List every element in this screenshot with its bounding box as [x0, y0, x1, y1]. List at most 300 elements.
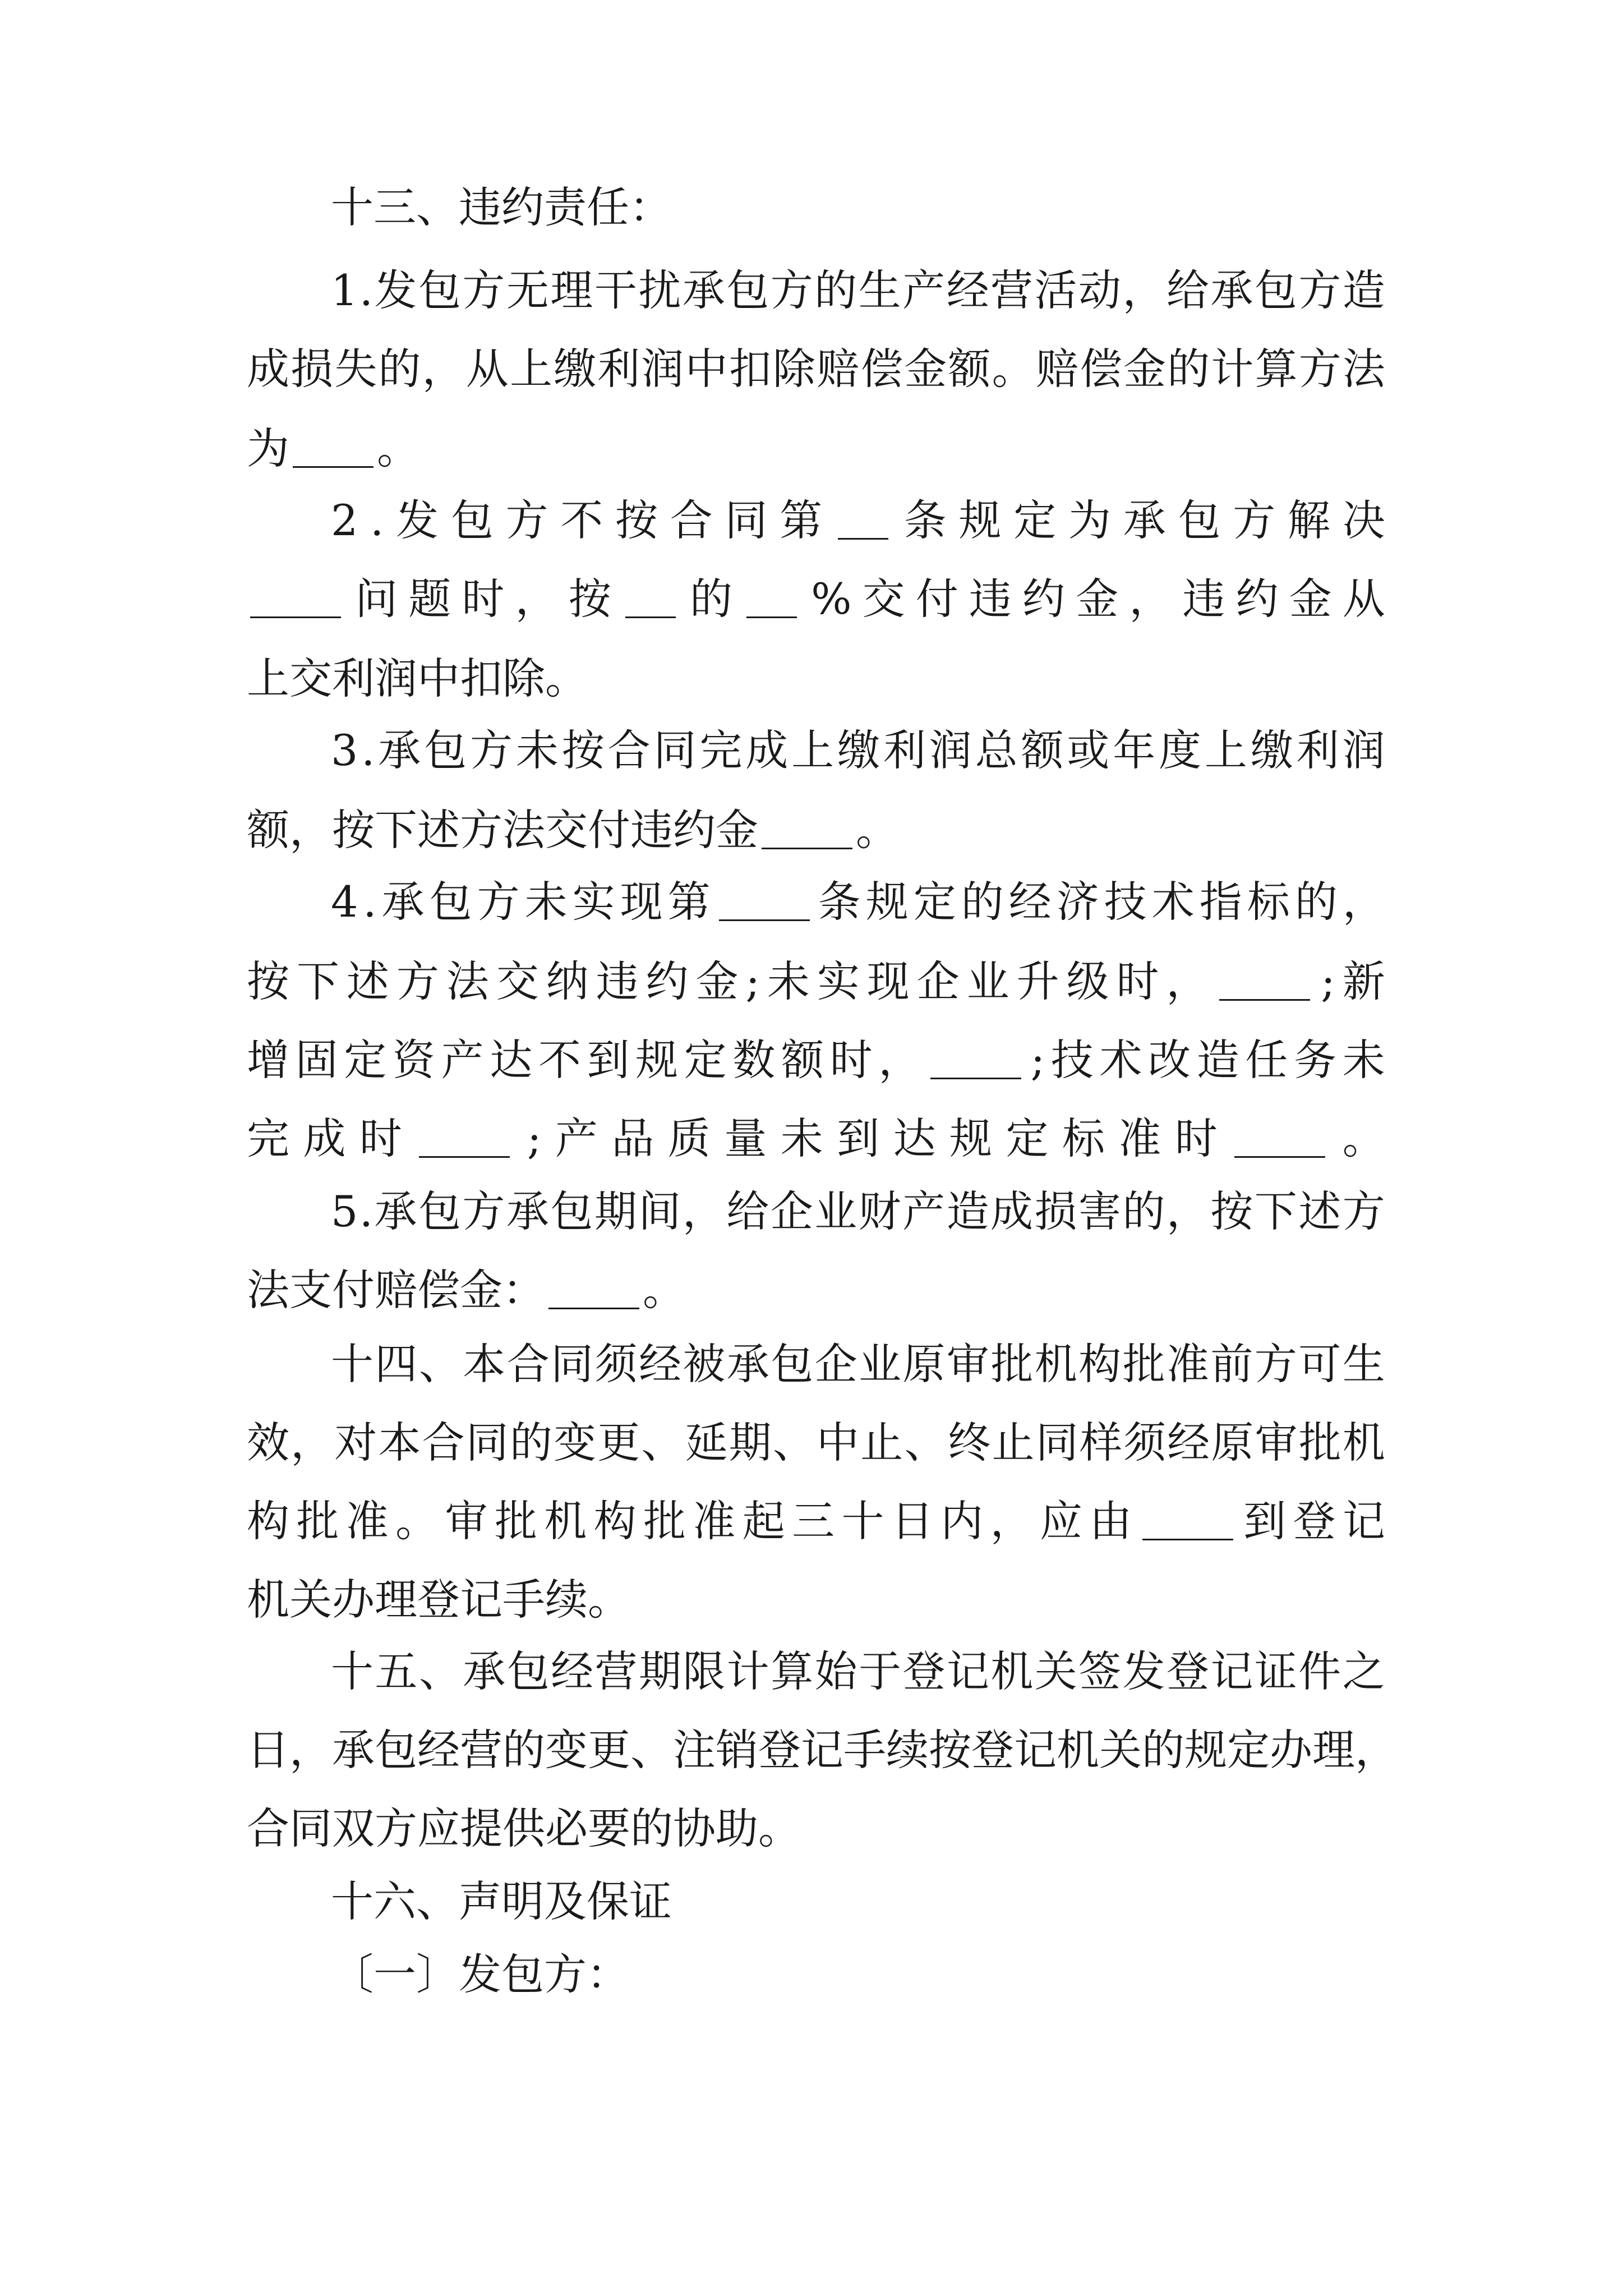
text-char: % [811, 574, 852, 624]
text-line [247, 1415, 1385, 1471]
text-char: ， [1342, 877, 1385, 927]
text-char: 批 [296, 1496, 339, 1546]
text-char: 机 [990, 1646, 1034, 1696]
text-char: 的 [814, 265, 857, 315]
text-char: 无 [506, 265, 549, 315]
fill-in-blank[interactable] [625, 577, 676, 618]
text-line [247, 1493, 1385, 1549]
text-char: 于 [859, 1646, 902, 1696]
text-char: 任 [1245, 1035, 1288, 1085]
text-char: ; [745, 956, 760, 1006]
text-char: 润 [1342, 725, 1385, 775]
text-char: 方 [375, 1803, 417, 1853]
text-char: 违 [1182, 574, 1225, 624]
text-char: 须 [594, 1339, 638, 1389]
text-char: 赔 [817, 344, 860, 394]
text-char: ， [289, 1725, 332, 1775]
text-char: 同 [465, 1418, 509, 1467]
text-char: 供 [502, 1803, 545, 1853]
text-char: 方 [1298, 265, 1341, 315]
text-char: 造 [946, 1186, 989, 1236]
text-char: 的 [1294, 877, 1338, 927]
text-char: 十 [841, 1496, 884, 1546]
text-char: 营 [990, 265, 1034, 315]
text-char: 偿 [860, 344, 903, 394]
text-char: ; [1030, 1035, 1045, 1085]
text-char: 级 [1066, 956, 1109, 1006]
text-char: 金 [716, 805, 758, 855]
text-char: 发 [374, 265, 417, 315]
text-char: 登 [1166, 1646, 1210, 1696]
text-char: 赔 [375, 1265, 417, 1315]
text-char: 指 [1199, 877, 1242, 927]
text-char: 或 [1067, 725, 1110, 775]
text-char: 解 [1288, 495, 1331, 545]
text-char: 办 [332, 1575, 375, 1625]
text-char: 证 [1254, 1646, 1297, 1696]
fill-in-blank[interactable] [250, 577, 341, 618]
text-char: 包 [418, 1186, 461, 1236]
text-char: 产 [902, 1186, 946, 1236]
text-char: 定 [1227, 1725, 1270, 1775]
text-char: 终 [948, 1418, 991, 1467]
text-char: ， [1166, 1186, 1209, 1236]
text-char: 未 [524, 877, 568, 927]
text-char: 标 [1247, 877, 1290, 927]
text-line [247, 421, 1385, 477]
text-char: 扣 [728, 344, 772, 394]
text-char: 实 [572, 877, 615, 927]
text-line [331, 180, 1385, 236]
text-char: 构 [593, 1496, 637, 1546]
text-line [247, 341, 1385, 397]
text-char: 时 [462, 574, 505, 624]
text-char: 量 [724, 1114, 767, 1163]
text-char: 十 [331, 1339, 374, 1389]
text-char: 包 [1178, 495, 1221, 545]
text-char: 期 [594, 1186, 637, 1236]
text-char: 3 [331, 725, 358, 775]
text-char: 规 [865, 877, 909, 927]
text-char: 三 [374, 182, 416, 232]
text-char: 经 [1167, 1418, 1210, 1467]
text-char: . [361, 725, 375, 775]
text-char: ： [502, 1265, 545, 1315]
text-char: 登 [758, 1725, 801, 1775]
text-char: 赔 [1035, 344, 1078, 394]
text-char: 发 [459, 1949, 501, 1999]
text-char: 。 [377, 424, 419, 473]
text-char: 付 [588, 805, 630, 855]
fill-in-blank[interactable] [293, 427, 374, 468]
text-char: 成 [745, 725, 789, 775]
text-char: 按 [332, 805, 375, 855]
text-char: 纳 [546, 956, 589, 1006]
text-char: 产 [555, 1114, 598, 1163]
text-char: 方 [1233, 495, 1276, 545]
text-char: 承 [463, 1646, 506, 1696]
fill-in-blank[interactable] [719, 880, 810, 921]
text-char: 应 [1040, 1496, 1082, 1546]
text-char: 方 [1254, 1339, 1297, 1389]
text-char: 包 [506, 1646, 550, 1696]
text-char: 给 [1166, 265, 1209, 315]
text-char: 合 [670, 495, 713, 545]
text-char: 包 [375, 1725, 417, 1775]
text-char: 方 [1342, 1186, 1385, 1236]
text-char: 审 [445, 1496, 488, 1546]
text-char: 质 [667, 1114, 711, 1163]
text-char: 包 [726, 265, 769, 315]
text-char: 计 [1211, 344, 1254, 394]
text-line [331, 1874, 1385, 1930]
text-char: 下 [1254, 1186, 1297, 1236]
text-char: 。 [992, 344, 1035, 394]
text-char: 5 [331, 1186, 358, 1236]
text-char: 任 [587, 182, 629, 232]
text-char: 除 [772, 344, 815, 394]
text-char: 审 [1255, 1418, 1298, 1467]
text-char: 润 [641, 344, 684, 394]
text-char: 改 [1148, 1035, 1191, 1085]
text-char: 品 [611, 1114, 654, 1163]
text-char: 产 [441, 1035, 484, 1085]
text-char: 。 [1342, 1114, 1385, 1163]
fill-in-blank[interactable] [1142, 1499, 1233, 1540]
text-char: 到 [587, 1035, 630, 1085]
fill-in-blank[interactable] [762, 808, 852, 849]
fill-in-blank[interactable] [1234, 1117, 1325, 1158]
text-char: 方 [462, 265, 505, 315]
text-char: ; [527, 1114, 542, 1163]
text-char: 付 [332, 1265, 375, 1315]
text-char: 额 [247, 805, 289, 855]
text-char: 手 [502, 1575, 545, 1625]
text-char: 额 [948, 344, 991, 394]
text-char: 理 [550, 265, 593, 315]
text-char: 十 [331, 182, 374, 232]
fill-in-blank[interactable] [419, 1117, 510, 1158]
text-char: 规 [635, 1035, 679, 1085]
text-char: 内 [940, 1496, 984, 1546]
text-char: 企 [814, 1339, 857, 1389]
text-char: 规 [958, 495, 1002, 545]
text-char: 增 [247, 1035, 289, 1085]
text-line [331, 1947, 1385, 2003]
text-char: 给 [726, 1186, 769, 1236]
text-char: 起 [742, 1496, 785, 1546]
text-char: ， [1122, 265, 1165, 315]
text-char: 时 [829, 1035, 873, 1085]
text-char: 产 [902, 265, 946, 315]
text-char: 变 [554, 1418, 597, 1467]
text-char: 数 [732, 1035, 776, 1085]
text-char: 变 [545, 1725, 588, 1775]
text-char: 经 [551, 1646, 594, 1696]
text-char: 可 [1298, 1339, 1341, 1389]
text-char: 日 [247, 1725, 289, 1775]
text-char: 不 [560, 495, 603, 545]
text-char: 效 [247, 1418, 289, 1467]
text-char: 下 [296, 956, 339, 1006]
text-char: 批 [990, 1339, 1034, 1389]
text-char: 合 [422, 1418, 465, 1467]
text-char: 、 [904, 1418, 947, 1467]
text-char: 应 [417, 1803, 460, 1853]
text-char: 述 [346, 956, 389, 1006]
text-char: 下 [375, 805, 417, 855]
text-char: 记 [801, 1725, 843, 1775]
text-char: . [370, 495, 384, 545]
text-char: 计 [726, 1646, 769, 1696]
text-char: 时 [359, 1114, 402, 1163]
text-char: 违 [459, 182, 501, 232]
fill-in-blank[interactable] [838, 499, 888, 540]
text-char: 违 [596, 956, 639, 1006]
text-char: 包 [1254, 265, 1297, 315]
text-char: 承 [374, 1186, 417, 1236]
text-char: 生 [1342, 1339, 1385, 1389]
text-line [247, 1032, 1385, 1088]
text-char: ， [291, 1418, 334, 1467]
text-char: 的 [630, 1803, 673, 1853]
text-char: 批 [494, 1496, 537, 1546]
text-char: 时 [1116, 956, 1159, 1006]
text-char: 同 [725, 495, 768, 545]
text-char: 约 [645, 956, 689, 1006]
text-char: 理 [375, 1575, 417, 1625]
text-char: 前 [1210, 1339, 1253, 1389]
text-char: ， [515, 574, 558, 624]
text-char: 对 [334, 1418, 377, 1467]
text-char: 交 [496, 956, 539, 1006]
text-char: 害 [1078, 1186, 1121, 1236]
text-char: 总 [975, 725, 1018, 775]
text-char: 、 [772, 1418, 815, 1467]
text-char: 法 [502, 805, 545, 855]
text-char: 上 [1205, 725, 1248, 775]
text-char: 机 [1342, 1418, 1385, 1467]
text-char: 业 [966, 956, 1009, 1006]
text-char: 按 [561, 725, 605, 775]
text-char: 十 [331, 1646, 374, 1696]
text-char: 。 [856, 805, 898, 855]
text-char: 原 [902, 1339, 946, 1389]
text-char: 准 [345, 1496, 389, 1546]
text-char: 方 [505, 495, 548, 545]
text-char: 偿 [417, 1265, 460, 1315]
text-char: 上 [509, 344, 552, 394]
text-char: 记 [460, 1575, 502, 1625]
text-char: 时 [1174, 1114, 1218, 1163]
text-char: 更 [597, 1418, 640, 1467]
text-char: 必 [545, 1803, 588, 1853]
text-char: 约 [1022, 574, 1066, 624]
text-char: 达 [490, 1035, 533, 1085]
text-char: 提 [460, 1803, 502, 1853]
text-char: 机 [544, 1496, 587, 1546]
text-line [247, 954, 1385, 1010]
text-char: 从 [465, 344, 509, 394]
text-char: 按 [247, 956, 289, 1006]
text-char: 签 [1078, 1646, 1122, 1696]
text-char: 日 [891, 1496, 934, 1546]
text-char: 按 [1210, 1186, 1253, 1236]
text-char: 止 [860, 1418, 903, 1467]
text-char: 六 [374, 1876, 416, 1926]
text-char: 包 [501, 1949, 544, 1999]
text-char: 营 [460, 1725, 502, 1775]
text-char: 交 [289, 654, 332, 703]
text-char: 同 [289, 1803, 332, 1853]
text-char: 利 [332, 654, 375, 703]
text-char: 之 [1342, 1646, 1385, 1696]
text-char: 由 [1089, 1496, 1132, 1546]
text-char: 间 [638, 1186, 681, 1236]
text-char: . [359, 1186, 373, 1236]
text-char: 承 [682, 265, 725, 315]
text-char: 违 [630, 805, 673, 855]
text-char: 方 [462, 1186, 505, 1236]
text-char: 合 [506, 1339, 550, 1389]
text-char: 算 [1255, 344, 1298, 394]
text-char: 1 [331, 265, 358, 315]
text-char: 交 [545, 805, 588, 855]
text-line [247, 1262, 1385, 1318]
text-char: 包 [424, 725, 467, 775]
text-char: 金 [1076, 574, 1119, 624]
text-char: 付 [915, 574, 958, 624]
text-char: 利 [883, 725, 926, 775]
text-char: 〔 [331, 1949, 374, 1999]
text-line [331, 263, 1385, 319]
text-char: 、 [641, 1418, 684, 1467]
text-char: 现 [866, 956, 910, 1006]
text-char: . [363, 877, 377, 927]
text-char: 手 [843, 1725, 886, 1775]
text-char: 算 [771, 1646, 814, 1696]
text-char: 润 [929, 725, 972, 775]
text-char: 注 [673, 1725, 716, 1775]
text-char: 法 [446, 956, 489, 1006]
text-char: 准 [1118, 1114, 1161, 1163]
text-char: 记 [946, 1646, 989, 1696]
text-char: 同 [551, 1339, 594, 1389]
text-char: 发 [396, 495, 439, 545]
text-char: 定 [913, 877, 956, 927]
text-char: ， [422, 344, 465, 394]
text-char: ： [587, 1949, 629, 1999]
text-char: 关 [289, 1575, 332, 1625]
text-char: 第 [780, 495, 823, 545]
text-char: 题 [408, 574, 451, 624]
text-char: 企 [916, 956, 960, 1006]
text-char: ： [629, 182, 672, 232]
text-char: 限 [683, 1646, 726, 1696]
text-char: 方 [1298, 344, 1341, 394]
text-char: 双 [332, 1803, 375, 1853]
text-char: 构 [247, 1496, 289, 1546]
text-char: 合 [247, 1803, 289, 1853]
text-char: 述 [1298, 1186, 1341, 1236]
text-char: 造 [1342, 265, 1385, 315]
text-char: 按 [615, 495, 658, 545]
text-char: 批 [643, 1496, 686, 1546]
text-char: 法 [247, 1265, 289, 1315]
text-char: 合 [607, 725, 651, 775]
text-char: 续 [545, 1575, 588, 1625]
text-char: 济 [1056, 877, 1099, 927]
text-char: 承 [378, 725, 421, 775]
text-char: 固 [295, 1035, 338, 1085]
text-char: 定 [684, 1035, 727, 1085]
text-char: 新 [1342, 956, 1385, 1006]
text-char: 业 [814, 1186, 857, 1236]
text-char: 润 [375, 654, 417, 703]
text-char: 为 [1068, 495, 1112, 545]
text-char: 期 [638, 1646, 681, 1696]
text-char: 额 [781, 1035, 824, 1085]
fill-in-blank[interactable] [548, 1268, 639, 1309]
fill-in-blank[interactable] [746, 577, 797, 618]
text-char: 包 [450, 495, 494, 545]
text-char: 审 [946, 1339, 989, 1389]
text-line [331, 1336, 1385, 1392]
text-char: 的 [378, 344, 421, 394]
text-char: 金 [1289, 574, 1332, 624]
text-char: 的 [1122, 1186, 1165, 1236]
text-char: 责 [544, 182, 587, 232]
text-char: 术 [1151, 877, 1195, 927]
text-char: 缴 [1250, 725, 1293, 775]
text-char: 本 [378, 1418, 421, 1467]
text-char: 利 [597, 344, 640, 394]
text-char: 、 [416, 1876, 459, 1926]
text-char: 上 [791, 725, 834, 775]
text-char: 违 [969, 574, 1012, 624]
text-char: 定 [344, 1035, 387, 1085]
text-line [247, 1572, 1385, 1628]
text-char: 登 [417, 1575, 460, 1625]
text-char: 损 [291, 344, 334, 394]
text-char: 批 [1122, 1339, 1165, 1389]
text-char: 支 [289, 1265, 332, 1315]
text-char: ， [1166, 956, 1209, 1006]
text-char: 规 [949, 1114, 993, 1163]
text-char: 4 [331, 877, 358, 927]
text-char: 缴 [837, 725, 880, 775]
text-char: 到 [837, 1114, 880, 1163]
text-char: 关 [1099, 1725, 1142, 1775]
fill-in-blank[interactable] [1219, 960, 1310, 1001]
text-char: 造 [1196, 1035, 1239, 1085]
text-char: 关 [1034, 1646, 1077, 1696]
text-char: 规 [1184, 1725, 1227, 1775]
text-char: 一 [374, 1949, 416, 1999]
text-char: 扰 [638, 265, 681, 315]
text-char: 五 [375, 1646, 418, 1696]
text-char: 约 [1235, 574, 1279, 624]
text-char: 〕 [416, 1949, 459, 1999]
text-char: 承 [332, 1725, 375, 1775]
text-char: 生 [858, 265, 901, 315]
text-char: 达 [893, 1114, 936, 1163]
fill-in-blank[interactable] [930, 1038, 1021, 1079]
text-char: 扣 [460, 654, 502, 703]
text-char: 方 [477, 877, 520, 927]
text-char: 方 [470, 725, 513, 775]
text-char: 止 [992, 1418, 1035, 1467]
